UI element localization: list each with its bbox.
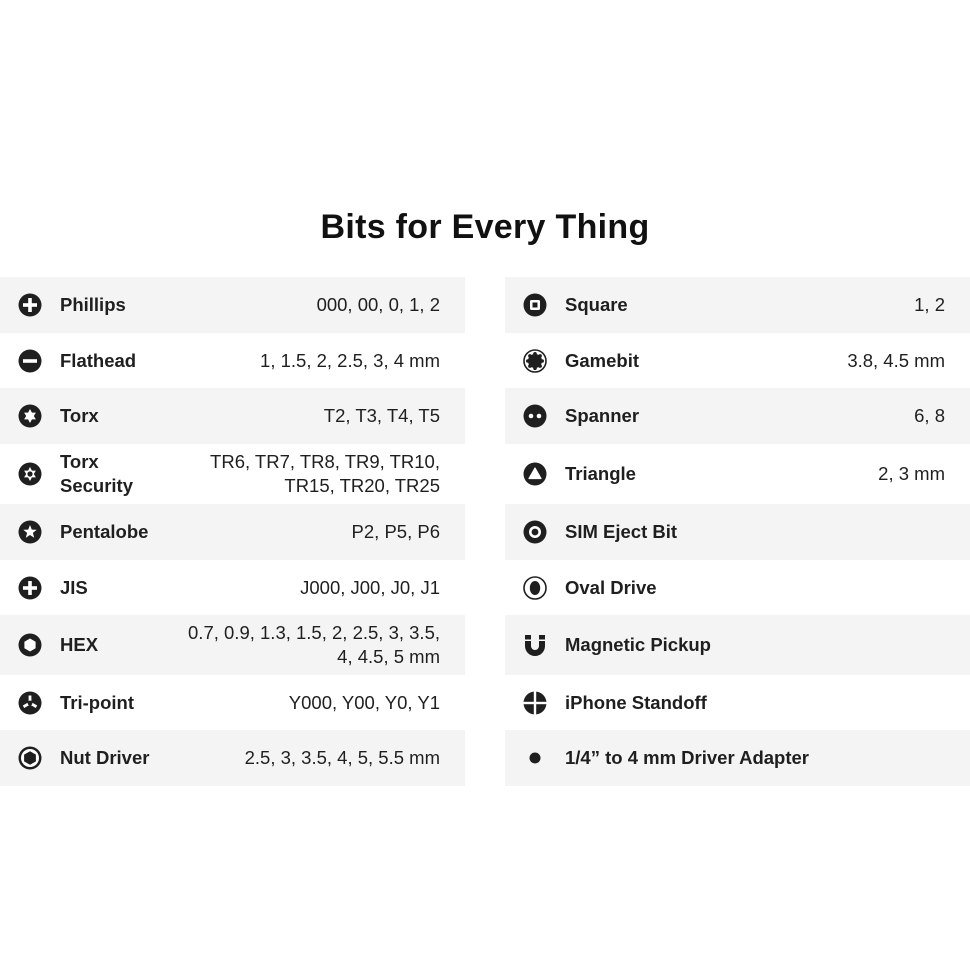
phillips-icon (18, 293, 42, 317)
bit-row-jis (0, 560, 465, 615)
bit-name: 1/4” to 4 mm Driver Adapter (565, 747, 810, 768)
bit-sizes: P2, P5, P6 (351, 521, 440, 542)
pentalobe-icon (18, 520, 42, 544)
bit-row-driver-adapter (505, 730, 970, 786)
bit-name: Magnetic Pickup (565, 634, 711, 655)
bit-row-spanner (505, 388, 970, 444)
bit-row-flathead (0, 333, 465, 388)
bit-row-phillips (0, 277, 465, 333)
tri-point-icon (18, 691, 42, 715)
nut-driver-icon (18, 746, 42, 770)
bit-name: Phillips (60, 294, 126, 315)
square-icon (523, 293, 547, 317)
bit-sizes: 2.5, 3, 3.5, 4, 5, 5.5 mm (244, 747, 440, 768)
bit-row-magnetic-pickup (505, 615, 970, 675)
hex-icon (18, 633, 42, 657)
bit-row-gamebit (505, 333, 970, 388)
right-bit-table (505, 277, 970, 786)
bit-name: Spanner (565, 405, 640, 426)
bit-row-pentalobe (0, 504, 465, 560)
flathead-icon (18, 349, 42, 373)
torx-security-icon (18, 462, 42, 486)
bit-sizes: 1, 1.5, 2, 2.5, 3, 4 mm (260, 349, 440, 371)
bit-name: Gamebit (565, 349, 640, 371)
bit-sizes: TR6, TR7, TR8, TR9, TR10, TR15, TR20, TR25 (210, 451, 440, 496)
bit-row-sim-eject (505, 504, 970, 560)
bit-row-torx-security (0, 444, 465, 504)
bit-row-tri-point (0, 675, 465, 730)
magnetic-pickup-icon (523, 633, 547, 657)
bit-name: Flathead (60, 349, 137, 371)
page-title: Bits for Every Thing (320, 208, 650, 246)
bit-name: Triangle (565, 463, 636, 484)
sim-eject-icon (523, 520, 547, 544)
bit-row-hex (0, 615, 465, 675)
bit-row-square (505, 277, 970, 333)
bit-sizes: 2, 3 mm (878, 463, 945, 484)
bit-row-torx (0, 388, 465, 444)
bit-sizes: 3.8, 4.5 mm (847, 349, 945, 371)
bit-row-iphone-standoff (505, 675, 970, 730)
bit-name: Pentalobe (60, 521, 149, 542)
gamebit-icon (523, 349, 547, 373)
oval-drive-icon (523, 576, 547, 600)
bit-name: Torx Security (60, 451, 134, 496)
triangle-icon (523, 462, 547, 486)
bit-name: SIM Eject Bit (565, 521, 678, 542)
bit-sizes: Y000, Y00, Y0, Y1 (288, 691, 440, 713)
driver-adapter-icon (523, 746, 547, 770)
left-bit-table (0, 277, 465, 786)
jis-icon (18, 576, 42, 600)
bit-sizes: J000, J00, J0, J1 (300, 576, 440, 598)
torx-icon (18, 404, 42, 428)
iphone-standoff-icon (523, 691, 547, 715)
bit-row-triangle (505, 444, 970, 504)
bit-name: Tri-point (60, 691, 134, 713)
bit-name: iPhone Standoff (565, 691, 707, 713)
bit-sizes: 1, 2 (914, 294, 945, 315)
bit-name: JIS (60, 576, 88, 598)
bit-row-nut-driver (0, 730, 465, 786)
bit-name: HEX (60, 634, 99, 655)
bit-name: Nut Driver (60, 747, 150, 768)
bit-sizes: 0.7, 0.9, 1.3, 1.5, 2, 2.5, 3, 3.5, 4, 4.5, 5 mm (188, 622, 440, 667)
bit-name: Square (565, 294, 628, 315)
bit-sizes: 6, 8 (914, 405, 945, 426)
bit-row-oval-drive (505, 560, 970, 615)
bit-sizes: T2, T3, T4, T5 (323, 405, 440, 426)
bit-name: Oval Drive (565, 576, 657, 598)
bit-name: Torx (60, 405, 99, 426)
bit-sizes: 000, 00, 0, 1, 2 (316, 294, 440, 315)
spanner-icon (523, 404, 547, 428)
